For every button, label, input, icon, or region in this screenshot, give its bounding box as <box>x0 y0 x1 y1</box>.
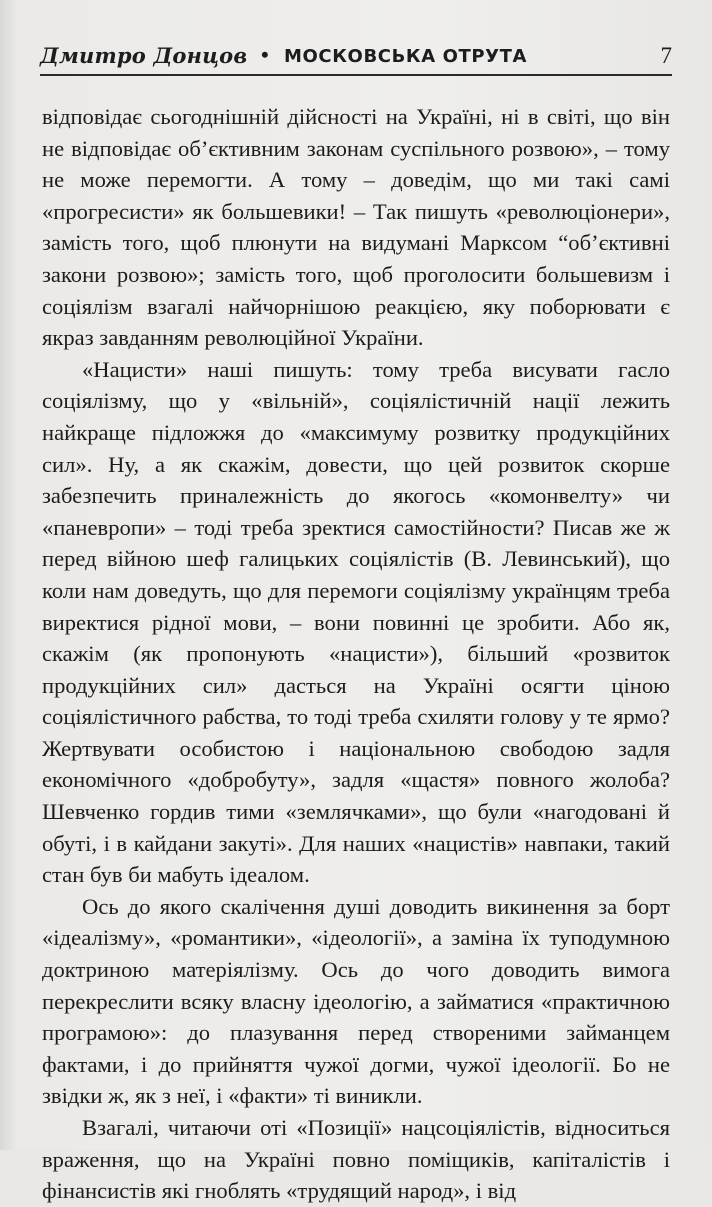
body-text <box>42 101 670 1207</box>
paragraph: Взагалі, читаючи оті «Позиції» нацсоціялістів, відноситься враження, що на Україні повно поміщиків, капіталістів і фінансистів які гноблять «трудящий народ», і від <box>42 1115 670 1204</box>
header-rule <box>40 74 672 76</box>
header-book-title: МОСКОВСЬКА ОТРУТА <box>284 46 528 67</box>
page-number: 7 <box>660 43 672 68</box>
paragraph: Ось до якого скалічення душі доводить викинення за борт «ідеалізму», «романтики», «ідеології», а заміна їх туподумною доктриною матеріялізму. Ось до чого доводить вимога перекреслити всяку власну ідеологію, а займатися «практичною програмою»: до плазування перед створеними займанцем фактами, і до прийняття чужої догми, чужої ідеології. Бо не звідки ж, як з неї, і «факти» ті виникли. <box>42 893 670 1109</box>
header-author: Дмитро Донцов <box>40 43 248 68</box>
paragraph: «Нацисти» наші пишуть: тому треба висувати гасло соціялізму, що у «вільній», соціялістичній нації лежить найкраще підложжя до «максимуму розвитку продукційних сил». Ну, а як скажім, довести, що цей розвиток скорше забезпечить приналежність до якогось «комонвелту» чи «паневропи» – тоді треба зректися самостійности? Писав же ж перед війною шеф галицьких соціялістів (В. Левинський), що коли нам доведуть, що для перемоги соціялізму українцям треба виректися рідної мови, – вони повинні це зробити. Або як, скажім (як пропонують «нацисти»), більший «розвиток продукційних сил» дасться на Україні осягти ціною соціялістичного рабства, то тоді треба схиляти голову у те ярмо? Жертвувати особистою і національною свободою задля економічного «добробуту», задля «щастя» повного жолоба? Шевченко гордив тими «землячками», що були «нагодовані й обуті, і в кайдани закуті». Для наших «нацистів» навпаки, такий стан був би мабуть ідеалом. <box>42 356 670 888</box>
running-header <box>40 40 672 74</box>
paragraph: відповідає сьогоднішній дійсності на Україні, ні в світі, що він не відповідає об’єктивним законам суспільного розвою», – тому не може перемогти. А тому – доведім, що ми такі самі «прогресисти» як большевики! – Так пишуть «революціонери», замість того, щоб плюнути на видумані Марксом “об’єктивні закони розвою»; замість того, щоб проголосити большевизм і соціялізм взагалі найчорнішою реакцією, яку поборювати є якраз завданням революційної України. <box>42 104 670 351</box>
header-separator: • <box>261 42 269 67</box>
